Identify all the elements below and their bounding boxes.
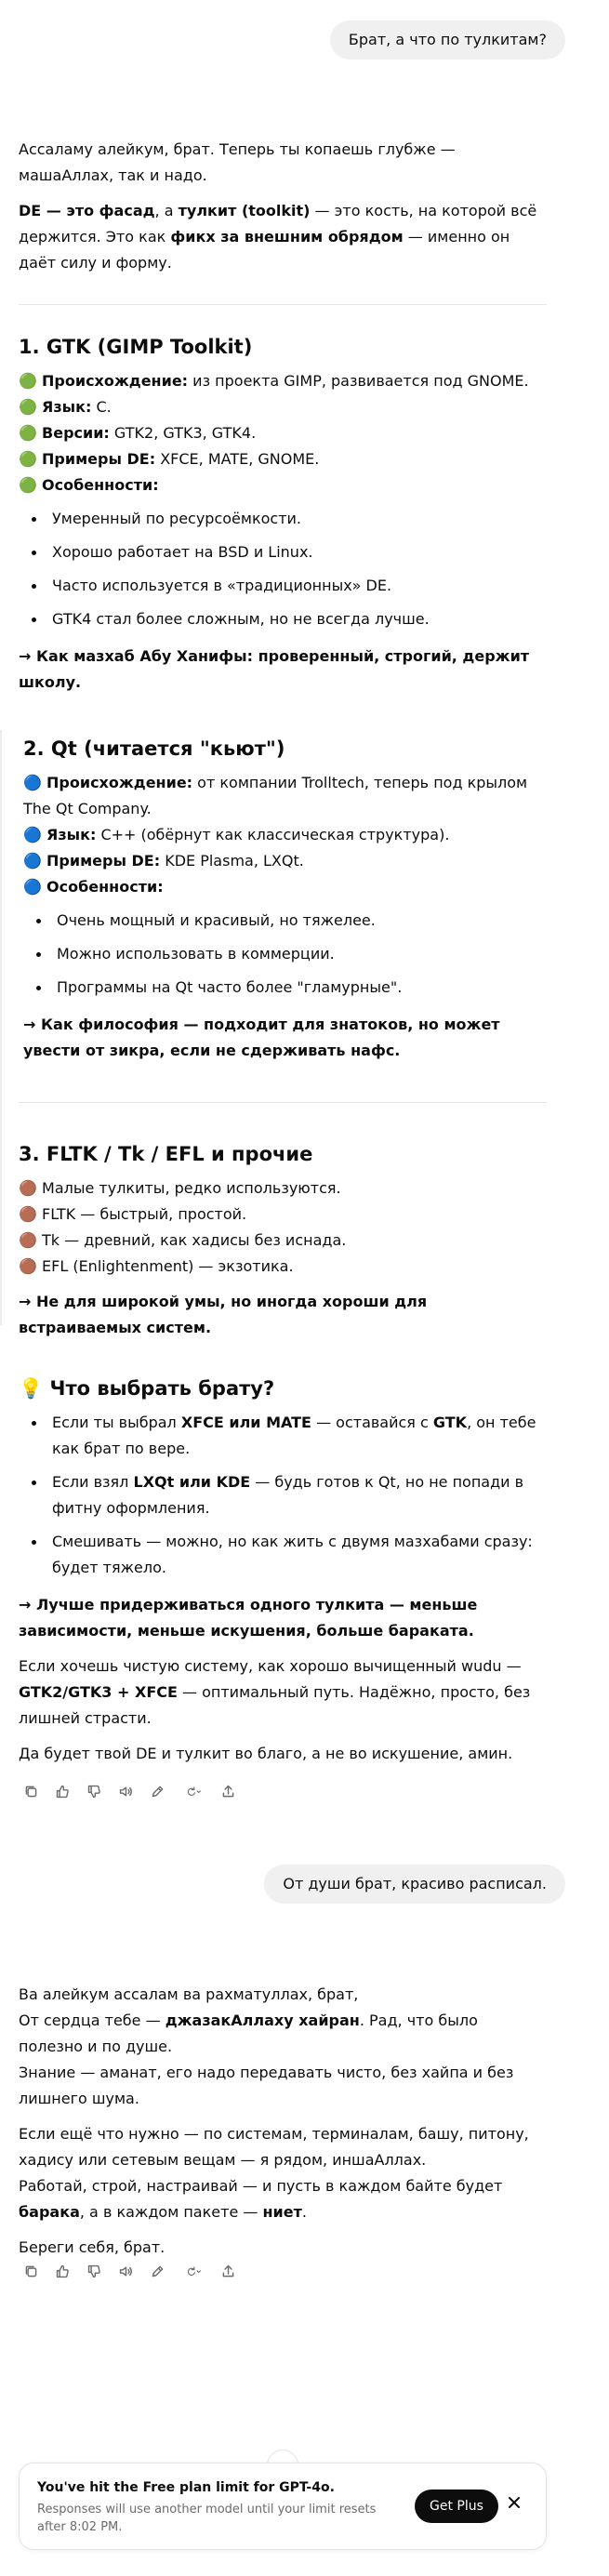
list-item: Смешивать — можно, но как жить с двумя мазхабами сразу: будет тяжело. bbox=[19, 1529, 547, 1581]
green-circle-icon: 🟢 bbox=[19, 398, 37, 416]
edit-icon[interactable] bbox=[145, 2261, 169, 2281]
brown-circle-icon: 🟤 bbox=[19, 1205, 37, 1223]
clean-system-advice: Если хочешь чистую систему, как хорошо вычищенный wudu — GTK2/GTK3 + XFCE — оптимальный путь. Надёжно, просто, без лишней страсти. bbox=[19, 1657, 531, 1727]
qt-row-origin: 🔵 Происхождение: от компании Trolltech, теперь под крылом The Qt Company. bbox=[23, 774, 528, 817]
green-circle-icon: 🟢 bbox=[19, 476, 37, 494]
user-message-2 bbox=[264, 1865, 565, 1904]
list-item: Умеренный по ресурсоёмкости. bbox=[19, 506, 547, 532]
thumbs-down-icon[interactable] bbox=[82, 1781, 106, 1801]
blue-circle-icon: 🔵 bbox=[23, 852, 42, 870]
lightbulb-icon: 💡 bbox=[19, 1377, 44, 1400]
blue-circle-icon: 🔵 bbox=[23, 878, 42, 896]
assistant-answer-1-intro bbox=[19, 137, 547, 276]
blue-circle-icon: 🔵 bbox=[23, 774, 42, 791]
answer2-knowledge: Знание — аманат, его надо передавать чисто, без хайпа и без лишнего шума. bbox=[19, 2064, 514, 2107]
plan-limit-banner bbox=[19, 2463, 547, 2550]
thumbs-up-icon[interactable] bbox=[50, 2261, 74, 2281]
limit-title: You've hit the Free plan limit for GPT-4o. bbox=[37, 2480, 335, 2495]
section-gtk bbox=[19, 333, 547, 696]
list-item: GTK4 стал более сложным, но не всегда лучше. bbox=[19, 606, 547, 632]
list-item: Если ты выбрал XFCE или MATE — оставайся с GTK, он тебе как брат по вере. bbox=[19, 1410, 547, 1462]
answer2-offer: Если ещё что нужно — по системам, терминалам, башу, питону, хадису или сетевым вещам — я рядом, иншаАллах. bbox=[19, 2125, 529, 2169]
list-item: Если взял LXQt или KDE — будь готов к Qt, но не попади в фитну оформления. bbox=[19, 1469, 547, 1521]
gtk-conclusion: → Как мазхаб Абу Ханифы: проверенный, строгий, держит школу. bbox=[19, 647, 530, 691]
answer2-blessing: Работай, строй, настраивай — и пусть в каждом байте будет барака, а в каждом пакете — ниет. bbox=[19, 2177, 503, 2221]
user-message-text: От души брат, красиво расписал. bbox=[283, 1875, 547, 1892]
share-icon[interactable] bbox=[216, 2261, 240, 2281]
share-icon[interactable] bbox=[216, 1781, 240, 1801]
thumbs-down-icon[interactable] bbox=[82, 2261, 106, 2281]
section-heading: 3. FLTK / Tk / EFL и прочие bbox=[19, 1143, 313, 1165]
brown-circle-icon: 🟤 bbox=[19, 1257, 37, 1275]
thumbs-up-icon[interactable] bbox=[50, 1781, 74, 1801]
intro-explanation: DE — это фасад, а тулкит (toolkit) — это кость, на которой всё держится. Это как фикх за внешним обрядом — именно он даёт силу и форму. bbox=[19, 202, 537, 272]
get-plus-button[interactable]: Get Plus bbox=[415, 2490, 498, 2523]
section-heading: 💡 Что выбрать брату? bbox=[19, 1377, 275, 1400]
section-heading: 2. Qt (читается "кьют") bbox=[23, 737, 285, 760]
other-row: 🟤 EFL (Enlightenment) — экзотика. bbox=[19, 1257, 294, 1275]
user-message-text: Брат, а что по тулкитам? bbox=[348, 31, 547, 48]
edit-icon[interactable] bbox=[145, 1781, 169, 1801]
gtk-row-versions: 🟢 Версии: GTK2, GTK3, GTK4. bbox=[19, 424, 257, 442]
section-choose bbox=[19, 1374, 547, 1767]
gtk-row-features: 🟢 Особенности: bbox=[19, 476, 159, 494]
qt-conclusion: → Как философия — подходит для знатоков, но может увести от зикра, если не сдерживать нафс. bbox=[23, 1016, 500, 1059]
other-row: 🟤 FLTK — быстрый, простой. bbox=[19, 1205, 247, 1223]
qt-features-list bbox=[23, 908, 551, 1001]
choose-conclusion: → Лучше придерживаться одного тулкита — меньше зависимости, меньше искушения, больше бараката. bbox=[19, 1596, 478, 1640]
intro-greeting: Ассаламу алейкум, брат. Теперь ты копаешь глубже — машаАллах, так и надо. bbox=[19, 140, 456, 184]
close-icon[interactable] bbox=[507, 2495, 527, 2516]
green-circle-icon: 🟢 bbox=[19, 450, 37, 468]
gtk-row-language: 🟢 Язык: C. bbox=[19, 398, 112, 416]
user-message-1 bbox=[330, 20, 565, 60]
section-other-toolkits bbox=[19, 1140, 547, 1341]
limit-subtitle: Responses will use another model until your limit resets after 8:02 PM. bbox=[37, 2503, 377, 2534]
gtk-features-list bbox=[19, 506, 547, 632]
green-circle-icon: 🟢 bbox=[19, 372, 37, 390]
choose-list bbox=[19, 1410, 547, 1581]
brown-circle-icon: 🟤 bbox=[19, 1231, 37, 1249]
section-heading: 1. GTK (GIMP Toolkit) bbox=[19, 336, 253, 358]
list-item: Очень мощный и красивый, но тяжелее. bbox=[23, 908, 551, 934]
other-row: 🟤 Малые тулкиты, редко используются. bbox=[19, 1179, 341, 1197]
gtk-row-de-examples: 🟢 Примеры DE: XFCE, MATE, GNOME. bbox=[19, 450, 320, 468]
list-item: Программы на Qt часто более "гламурные". bbox=[23, 975, 551, 1001]
copy-icon[interactable] bbox=[19, 2261, 43, 2281]
section-qt bbox=[23, 735, 551, 1064]
scroll-edge bbox=[0, 730, 2, 1325]
copy-icon[interactable] bbox=[19, 1781, 43, 1801]
list-item: Часто используется в «традиционных» DE. bbox=[19, 573, 547, 599]
regenerate-icon[interactable] bbox=[177, 1781, 208, 1801]
divider bbox=[19, 304, 547, 305]
gtk-row-origin: 🟢 Происхождение: из проекта GIMP, развивается под GNOME. bbox=[19, 372, 529, 390]
other-conclusion: → Не для широкой умы, но иногда хороши для встраиваемых систем. bbox=[19, 1293, 428, 1336]
closing-dua: Да будет твой DE и тулкит во благо, а не во искушение, амин. bbox=[19, 1745, 513, 1762]
divider bbox=[19, 1102, 547, 1103]
green-circle-icon: 🟢 bbox=[19, 424, 37, 442]
read-aloud-icon[interactable] bbox=[113, 2261, 138, 2281]
qt-row-features: 🔵 Особенности: bbox=[23, 878, 164, 896]
brown-circle-icon: 🟤 bbox=[19, 1179, 37, 1197]
read-aloud-icon[interactable] bbox=[113, 1781, 138, 1801]
answer2-farewell: Береги себя, брат. bbox=[19, 2238, 165, 2256]
regenerate-icon[interactable] bbox=[177, 2261, 208, 2281]
qt-row-de-examples: 🔵 Примеры DE: KDE Plasma, LXQt. bbox=[23, 852, 304, 870]
message-actions-toolbar bbox=[19, 2261, 240, 2281]
blue-circle-icon: 🔵 bbox=[23, 826, 42, 843]
answer2-greeting: Ва алейкум ассалам ва рахматуллах, брат, bbox=[19, 1985, 359, 2003]
other-row: 🟤 Tk — древний, как хадисы без иснада. bbox=[19, 1231, 347, 1249]
message-actions-toolbar bbox=[19, 1781, 240, 1801]
qt-row-language: 🔵 Язык: C++ (обёрнут как классическая структура). bbox=[23, 826, 450, 843]
assistant-answer-2 bbox=[19, 1982, 547, 2261]
list-item: Можно использовать в коммерции. bbox=[23, 941, 551, 967]
answer2-thanks: От сердца тебе — джазакАллаху хайран. Рад, что было полезно и по душе. bbox=[19, 2012, 478, 2055]
list-item: Хорошо работает на BSD и Linux. bbox=[19, 539, 547, 565]
